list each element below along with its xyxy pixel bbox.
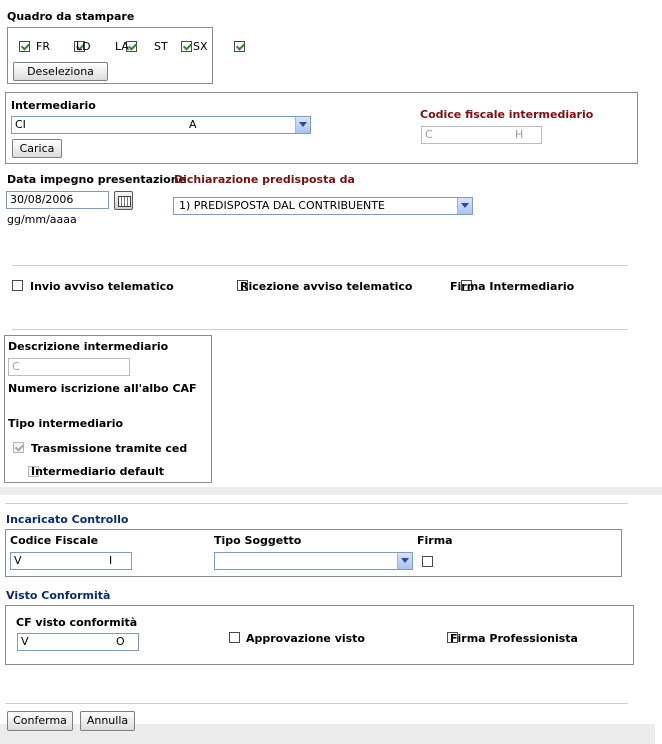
descrizione-label: Descrizione intermediario — [8, 340, 169, 353]
load-button[interactable]: Carica — [12, 139, 62, 158]
cf-intermediario-value-left: C — [425, 128, 433, 141]
intermediario-box — [5, 92, 638, 164]
divider — [12, 265, 628, 266]
checkbox-la-label: LA — [115, 40, 129, 53]
visto-title: Visto Conformità — [6, 589, 111, 602]
incaricato-cf-label: Codice Fiscale — [10, 534, 99, 547]
intermediario-select[interactable] — [11, 116, 311, 134]
divider — [12, 329, 628, 330]
incaricato-box — [5, 529, 622, 577]
intermediario-label: Intermediario — [11, 99, 96, 112]
deselect-button[interactable]: Deseleziona — [13, 62, 108, 81]
visto-cf-label: CF visto conformità — [16, 616, 138, 629]
incaricato-cf-value-left: V — [14, 554, 22, 567]
trasmissione-checkbox — [13, 442, 24, 453]
visto-cf-value-right: O — [116, 635, 125, 648]
cf-intermediario-value-right: H — [515, 128, 524, 141]
incaricato-cf-input[interactable] — [10, 552, 132, 570]
checkbox-sx[interactable] — [234, 41, 245, 52]
ricezione-avviso-label: Ricezione avviso telematico — [240, 280, 413, 293]
checkbox-fr[interactable] — [19, 41, 30, 52]
firma-label: Firma — [417, 534, 453, 547]
checkbox-st[interactable] — [181, 41, 192, 52]
cf-intermediario-field — [421, 126, 542, 144]
approvazione-checkbox[interactable] — [229, 632, 240, 643]
visto-cf-input[interactable] — [17, 633, 139, 651]
divider — [5, 503, 628, 504]
checkbox-sx-label: SX — [193, 40, 208, 53]
quadro-title: Quadro da stampare — [7, 10, 135, 23]
date-hint: gg/mm/aaaa — [7, 213, 77, 226]
dichiarazione-label: Dichiarazione predisposta da — [174, 173, 355, 186]
invio-avviso-checkbox[interactable] — [12, 280, 23, 291]
incaricato-cf-value-right: I — [109, 554, 113, 567]
incaricato-title: Incaricato Controllo — [6, 513, 129, 526]
descrizione-box — [4, 335, 212, 483]
intermediario-select-left-value: CI — [15, 118, 26, 131]
gray-band — [0, 487, 662, 495]
tipo-intermediario-label: Tipo intermediario — [8, 417, 124, 430]
intermediario-select-right-value: A — [189, 118, 197, 131]
firma-intermediario-label: Firma Intermediario — [450, 280, 575, 293]
date-label: Data impegno presentazione — [7, 173, 187, 186]
visto-cf-value-left: V — [21, 635, 29, 648]
date-input[interactable]: 30/08/2006 — [6, 191, 109, 209]
intermediario-select-gap — [103, 131, 123, 132]
cf-intermediario-label: Codice fiscale intermediario — [420, 108, 594, 121]
tipo-soggetto-select[interactable] — [214, 552, 413, 570]
chevron-down-icon[interactable] — [295, 117, 310, 133]
checkbox-st-label: ST — [154, 40, 168, 53]
calendar-icon[interactable] — [114, 191, 133, 210]
firma-professionista-label: Firma Professionista — [450, 632, 578, 645]
quadro-box — [7, 27, 213, 84]
chevron-down-icon[interactable] — [457, 198, 472, 214]
trasmissione-label: Trasmissione tramite ced — [31, 442, 188, 455]
firma-checkbox[interactable] — [422, 556, 433, 567]
descrizione-field: C — [8, 358, 130, 376]
albo-label: Numero iscrizione all'albo CAF — [8, 382, 197, 395]
cancel-button[interactable]: Annulla — [80, 711, 135, 731]
default-label: Intermediario default — [31, 465, 165, 478]
checkbox-fr-label: FR — [36, 40, 50, 53]
approvazione-label: Approvazione visto — [246, 632, 365, 645]
dichiarazione-select-value: 1) PREDISPOSTA DAL CONTRIBUENTE — [179, 199, 385, 212]
dichiarazione-select[interactable] — [173, 197, 473, 215]
confirm-button[interactable]: Conferma — [7, 711, 73, 731]
tipo-soggetto-label: Tipo Soggetto — [214, 534, 302, 547]
visto-box — [5, 605, 634, 665]
invio-avviso-label: Invio avviso telematico — [30, 280, 174, 293]
chevron-down-icon[interactable] — [397, 553, 412, 569]
divider — [5, 703, 628, 704]
checkbox-ld-label: LD — [76, 40, 91, 53]
